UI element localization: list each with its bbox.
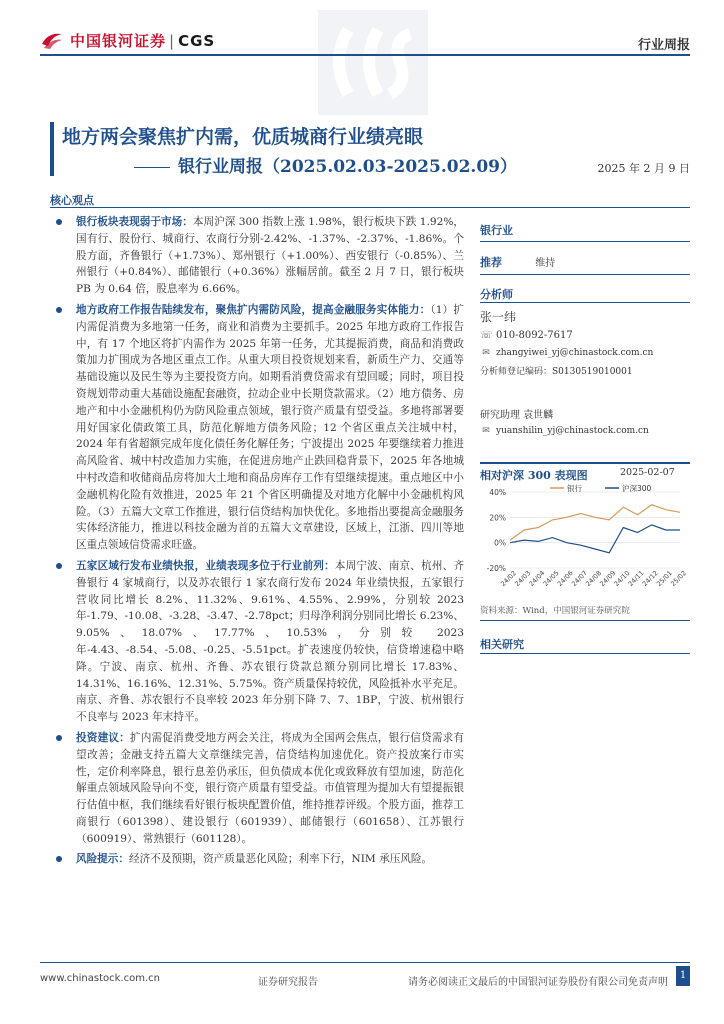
cgs-watermark-icon — [318, 10, 428, 115]
rating-row — [480, 254, 690, 270]
rating-label: 推荐 — [480, 256, 502, 269]
footer-center-label: 证券研究报告 — [258, 977, 318, 988]
legend-label: 银行 — [567, 484, 582, 493]
assistant-email[interactable] — [480, 426, 690, 436]
x-tick-label: 24/10 — [612, 569, 632, 589]
x-tick-label: 24/11 — [626, 569, 646, 589]
email-icon: ✉ — [482, 348, 490, 358]
bullet-icon — [56, 219, 62, 225]
paragraph-lead: 地方政府工作报告陆续发布，聚焦扩内需防风险，提高金融服务实体能力： — [76, 303, 431, 316]
y-tick-label: 40% — [489, 488, 506, 497]
brand-logo-icon — [40, 30, 64, 50]
phone-icon: ☏ — [480, 330, 493, 341]
bullet-icon — [56, 735, 62, 741]
y-tick-label: 0% — [494, 538, 506, 548]
relative-performance-chart — [480, 482, 690, 600]
x-tick-label: 24/12 — [640, 569, 660, 589]
paragraph-body: 经济不及预期，资产质量恶化风险；利率下行，NIM 承压风险。 — [128, 853, 433, 866]
y-tick-label: 20% — [489, 513, 506, 523]
analyst-email[interactable] — [480, 348, 690, 358]
x-tick-label: 24/03 — [513, 569, 533, 589]
rating-divider — [480, 274, 690, 275]
paragraph-earnings — [56, 558, 464, 726]
core-views-heading: 核心观点 — [50, 194, 94, 207]
phone-text: 010-8092-7617 — [496, 330, 573, 341]
assistant-email-text[interactable]: yuanshilin_yj@chinastock.com.cn — [496, 426, 649, 436]
x-tick-label: 24/05 — [541, 569, 561, 589]
footer-disclaimer: 请务必阅读正文最后的中国银河证券股份有限公司免责声明 — [408, 977, 668, 988]
paragraph-body: 本周宁波、南京、杭州、齐鲁银行 4 家城商行，以及苏农银行 1 家农商行发布 2024 年业绩快报，五家银行营收同比增长 8.2%、11.32%、9.61%、4.55%、2.99%，分别较 2023 年-1.79、-10.08、-3.28、-3.47、-2.78pct；归母净利润分别同比增长 6.23%、9.05%、18.07%、17.77%、10.53%，分别较 2023 年-4.43、-8.54、-5.08、-0.25、-5.51pct。扩表速度仍较快，信贷增速稳中略降。宁波、南京、杭州、齐鲁、苏农银行贷款总额分别同比增长 17.83%、14.31%、16.16%、12.31%、5.75%。资产质量保持较优，风险抵补水平充足。南京、齐鲁、苏农银行不良率较 2023 年分别下降 7、7、1BP，宁波、杭州银行不良率与 2023 年末持平。 — [76, 559, 465, 724]
y-tick-label: -20% — [486, 564, 506, 573]
legend-label: 沪深300 — [622, 484, 652, 493]
paragraph-lead: 银行板块表现弱于市场： — [76, 216, 193, 228]
x-tick-label: 24/09 — [598, 569, 618, 589]
analyst-name: 张一纬 — [480, 310, 517, 324]
chart-bottom-divider — [480, 620, 690, 621]
brand-name: 中国银河证券 | CGS — [70, 32, 216, 50]
x-tick-label: 25/02 — [669, 569, 689, 589]
brand-en: CGS — [178, 32, 216, 50]
paragraph-risk — [56, 851, 464, 868]
series-line-0 — [510, 505, 680, 540]
report-subtitle — [134, 152, 517, 177]
paragraph-body: 扩内需促消费受地方两会关注，将成为全国两会焦点，银行信贷需求有望改善；金融支持五篇大文章继续完善，信贷结构加速优化。资产投放案行市实性，定价利率降息，银行息差仍承压，但负债成本优化或致释放有望加速，防范化解重点领域风险导向不变，银行资产质量有望受益。市值管理为提加大有望提振银行估值中枢，我们继续看好银行板块配置价值，维持推荐评级。个股方面，推荐工商银行（601398）、建设银行（601939）、邮储银行（601658）、江苏银行（600919）、常熟银行（601128）。 — [76, 731, 465, 845]
paragraph-lead: 投资建议： — [76, 731, 130, 744]
brand-cn: 中国银河证券 — [70, 32, 167, 50]
paragraph-policy — [56, 302, 464, 554]
core-views-column — [56, 214, 464, 872]
paragraph-body: （1）扩内需促消费为多地第一任务，商业和消费为主要抓手。2025 年地方政府工作报告中，有 17 个地区将扩内需作为 2025 年第一任务，尤其提振消费，商品和消费政策加力扩围成为各地区重点工作。从重大项目投资规划来看，新质生产力、交通等基础设施以及民生等为主要投资方向。如期看消费贷需求有望回暖；同时，项目投资规划带动重大基础设施配套融资，拉动企业中长期贷款需求。（2）地方债务、房地产和中小金融机构仍为防风险重点领域，银行资产质量有望受益。多地将部署要用好国家化债政策工具，防范化解地方债务风险；12 个省区重点关注城中村，2024 年有省超额完成年度化债任务化解任务；宁波提出 2025 年要继续着力推进高风险省、城中村改造加力实施，在促进房地产止跌回稳背景下，2025 年各地城中村改造和收储商品房将加大土地和商品房库存工作有望继续提速。重点地区中小金融机构化险有效推进，2025 年 21 个省区明确提及对地方化解中小金融机构风险。（3）五篇大文章工作推进，银行信贷结构加快优化。多地指出要提高金融服务实体经济能力，推进以科技金融为首的五篇大文章建设，区域上，江浙、四川等地区重点领域信贷需求旺盛。 — [76, 303, 464, 552]
x-tick-label: 24/04 — [527, 569, 547, 589]
industry-divider — [480, 241, 690, 242]
chart-top-divider — [480, 462, 690, 464]
report-type: 行业周报 — [637, 38, 690, 53]
chart-date: 2025-02-07 — [620, 467, 675, 478]
analyst-label: 分析师 — [480, 288, 513, 301]
bullet-icon — [56, 856, 62, 862]
x-tick-label: 24/07 — [569, 569, 589, 589]
paragraph-lead: 风险提示： — [76, 853, 129, 866]
subtitle-text: 银行业周报（2025.02.03-2025.02.09） — [178, 157, 517, 177]
paragraph-body: 本周沪深 300 指数上涨 1.98%，银行板块下跌 1.92%，国有行、股份行、城商行、农商行分别-2.42%、-1.37%、-2.37%、-1.86%。个股方面，齐鲁银行（+1.73%）、郑州银行（+1.00%）、西安银行（-0.85%）、兰州银行（+0.84%）、邮储银行（+0.36%）涨幅居前。截至 2 月 7 日，银行板块 PB 为 0.64 倍，股息率为 6.66%。 — [76, 216, 465, 296]
industry-label: 银行业 — [480, 224, 513, 237]
assistant-name: 研究助理 袁世麟 — [480, 410, 554, 421]
analyst-phone — [480, 330, 690, 341]
analyst-license: 分析师登记编码：S0130519010001 — [480, 367, 633, 377]
title-accent-bar — [50, 122, 54, 176]
bullet-icon — [56, 563, 62, 569]
related-research-label: 相关研究 — [480, 638, 524, 651]
paragraph-market — [56, 214, 464, 298]
paragraph-lead: 五家区域行发布业绩快报，业绩表现多位于行业前列： — [76, 559, 335, 572]
footer-website[interactable]: www.chinastock.com.cn — [40, 973, 160, 984]
chart-title: 相对沪深 300 表现图 — [480, 469, 588, 482]
rating-value: 维持 — [535, 258, 556, 269]
report-title: 地方两会聚焦扩内需，优质城商行业绩亮眼 — [62, 126, 424, 148]
chart-source: 资料来源：Wind，中国银河证券研究院 — [480, 606, 630, 616]
x-tick-label: 24/06 — [555, 569, 575, 589]
email-text[interactable]: zhangyiwei_yj@chinastock.com.cn — [496, 348, 654, 358]
x-tick-label: 24/08 — [584, 569, 604, 589]
footer-divider — [40, 962, 690, 963]
related-research-divider — [480, 653, 690, 654]
analyst-divider — [480, 302, 690, 303]
series-line-1 — [510, 525, 680, 553]
x-tick-label: 24/02 — [499, 569, 519, 589]
email-icon: ✉ — [482, 426, 490, 436]
paragraph-advice — [56, 730, 464, 848]
page-number: 1 — [676, 966, 690, 986]
report-date: 2025 年 2 月 9 日 — [597, 162, 690, 175]
header-divider — [40, 54, 690, 56]
core-views-divider — [50, 207, 690, 208]
x-tick-label: 25/01 — [654, 569, 674, 589]
bullet-icon — [56, 307, 62, 313]
